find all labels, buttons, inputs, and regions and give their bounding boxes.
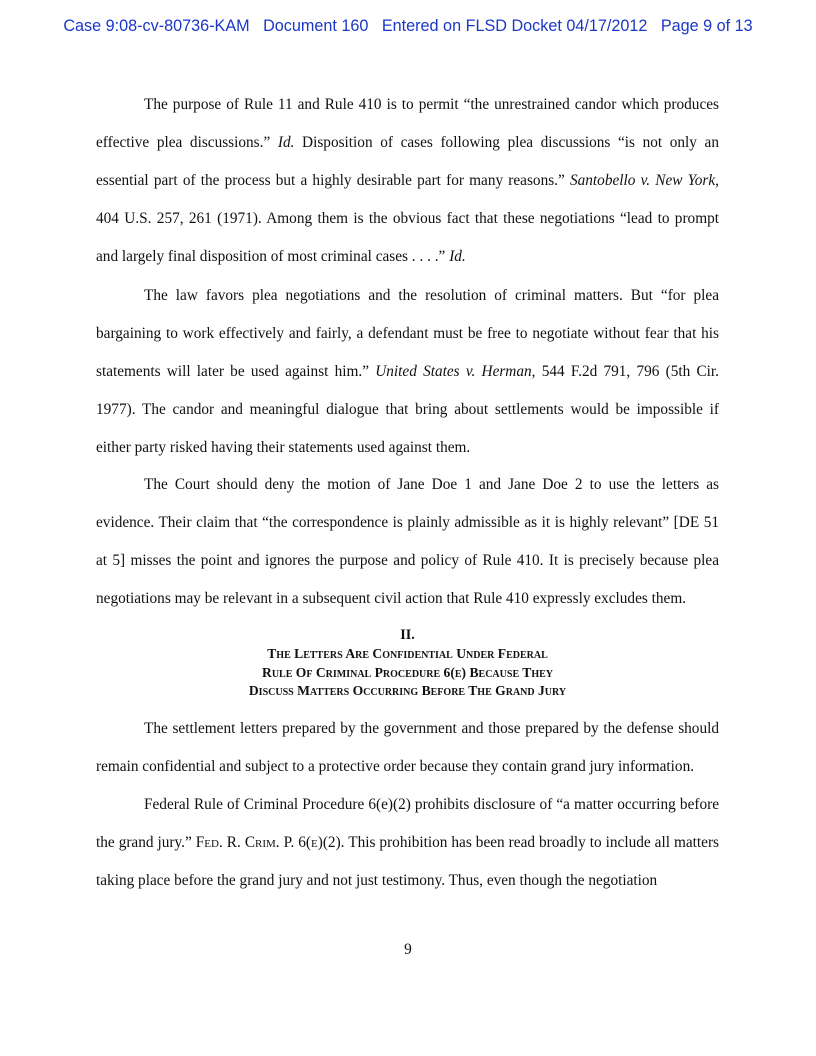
section-heading-line-2: Rule Of Criminal Procedure 6(e) Because They (262, 664, 553, 680)
paragraph-rule-410-purpose: The purpose of Rule 11 and Rule 410 is to permit “the unrestrained candor which produces effective plea discussions.” Id. Disposition of cases following plea discussions “is not only an essential part of the process but a highly desirable part for many reasons.” Santobello v. New York, 404 U.S. 257, 261 (1971). Among them is the obvious fact that these negotiations “lead to prompt and largely final disposition of most criminal cases . . . .” Id. (96, 96, 719, 266)
citation-fed-r-crim-p: Fed. R. Crim. P. 6(e)(2) (195, 834, 341, 852)
page-number: 9 (404, 941, 412, 958)
paragraph-plea-negotiations: The law favors plea negotiations and the resolution of criminal matters. But “for plea bargaining to work effectively and fairly, a defendant must be free to negotiate without fear that his statements will later be used against him.” United States v. Herman, 544 F.2d 791, 796 (5th Cir. 1977). The candor and meaningful dialogue that bring about settlements would be impossible if either party risked having their statements used against them. (96, 286, 719, 456)
paragraph-settlement-letters: The settlement letters prepared by the government and those prepared by the defense should remain confidential and subject to a protective order because they contain grand jury information. (96, 720, 719, 776)
citation-id: Id. (449, 248, 466, 266)
section-heading-number: II. (400, 627, 415, 643)
section-heading-line-1: The Letters Are Confidential Under Federal (267, 646, 548, 661)
docket-header-stamp: Case 9:08-cv-80736-KAM Document 160 Entered on FLSD Docket 04/17/2012 Page 9 of 13 (63, 17, 753, 35)
paragraph-rule-6e: Federal Rule of Criminal Procedure 6(e)(2) prohibits disclosure of “a matter occurring before the grand jury.” Fed. R. Crim. P. 6(e)(2). This prohibition has been read broadly to include all matters taking place before the grand jury and not just testimony. Thus, even though the negotiation (96, 796, 719, 890)
section-heading-line-3: Discuss Matters Occurring Before The Grand Jury (248, 683, 567, 698)
citation-herman: United States v. Herman (375, 362, 532, 380)
paragraph-deny-motion: The Court should deny the motion of Jane Doe 1 and Jane Doe 2 to use the letters as evidence. Their claim that “the correspondence is plainly admissible as it is highly relevant” [DE 51 at 5] misses the point and ignores the purpose and policy of Rule 410. It is precisely because plea negotiations may be relevant in a subsequent civil action that Rule 410 expressly excludes them. (96, 476, 719, 608)
citation-santobello: Santobello v. New York (569, 172, 716, 190)
citation-id: Id. (277, 134, 295, 152)
